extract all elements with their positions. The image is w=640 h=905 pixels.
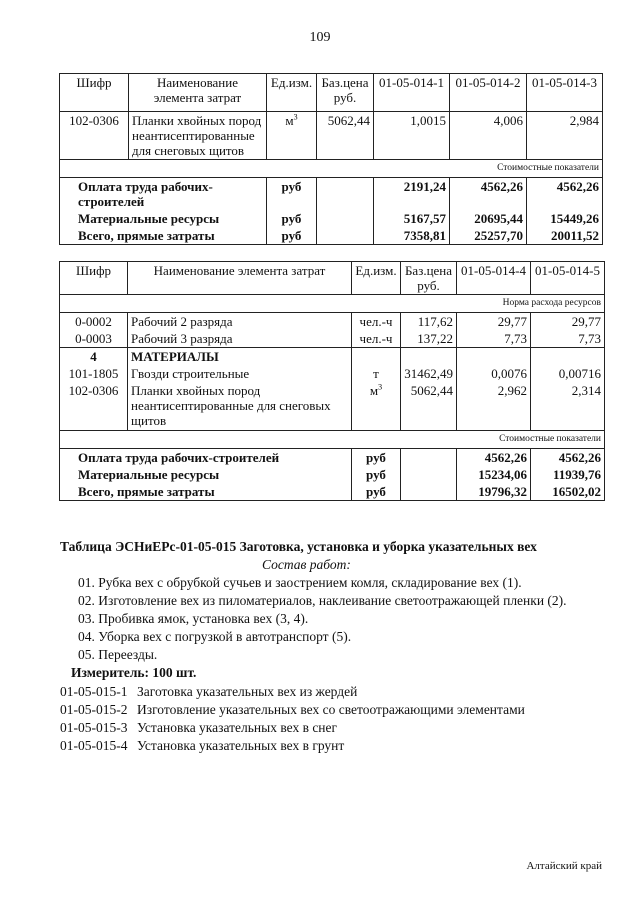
table-row (60, 382, 605, 430)
total-value-2: 11939,76 (531, 466, 605, 483)
row-value-2: 29,77 (531, 313, 605, 331)
norm-item (60, 738, 344, 754)
header-unit: Ед.изм. (267, 74, 317, 112)
total-unit: руб (352, 466, 401, 483)
total-value-2: 16502,02 (531, 483, 605, 501)
row-value-1: 0,0076 (457, 365, 531, 382)
totals-row (60, 227, 603, 245)
table-header-row (60, 74, 603, 112)
header-name: Наименование элемента затрат (129, 74, 267, 112)
total-value-1: 5167,57 (374, 210, 450, 227)
row-value-2: 2,314 (531, 382, 605, 430)
row-value-1: 2,962 (457, 382, 531, 430)
total-value-2: 4562,26 (531, 448, 605, 466)
total-value-1: 19796,32 (457, 483, 531, 501)
row-price: 137,22 (401, 330, 457, 348)
total-value-1: 7358,81 (374, 227, 450, 245)
norm-text: Установка указательных вех в грунт (137, 738, 345, 753)
norm-code: 01-05-015-3 (60, 720, 128, 735)
header-price: Баз.цена руб. (317, 74, 374, 112)
table-caption: Таблица ЭСНиЕРс-01-05-015 Заготовка, установка и уборка указательных вех (60, 539, 537, 554)
row-name: Планки хвойных пород неантисептированные для снеговых щитов (128, 382, 352, 430)
norm-item (60, 702, 525, 718)
row-code: 102-0306 (60, 382, 128, 430)
work-step: 05. Переезды. (78, 647, 158, 662)
measurement-unit: Измеритель: 100 шт. (71, 665, 197, 680)
row-code: 101-1805 (60, 365, 128, 382)
total-name: Оплата труда рабочих-строителей (60, 178, 267, 211)
cost-label-row (60, 160, 603, 178)
resource-table-1 (59, 73, 603, 245)
totals-row (60, 210, 603, 227)
norm-item (60, 684, 357, 700)
total-name: Всего, прямые затраты (60, 483, 352, 501)
row-code: 102-0306 (60, 112, 129, 160)
table-header-row (60, 262, 605, 295)
work-step: 01. Рубка вех с обрубкой сучьев и заострением комля, складирование вех (1). (78, 575, 522, 590)
norm-text: Установка указательных вех в снег (137, 720, 338, 735)
row-price: 5062,44 (401, 382, 457, 430)
row-value-2: 7,73 (531, 330, 605, 348)
materials-title: МАТЕРИАЛЫ (128, 348, 352, 366)
total-unit: руб (267, 178, 317, 211)
work-step: 03. Пробивка ямок, установка вех (3, 4). (78, 611, 309, 626)
row-code: 0-0002 (60, 313, 128, 331)
header-col-1: 01-05-014-1 (374, 74, 450, 112)
row-price: 117,62 (401, 313, 457, 331)
row-value-3: 2,984 (527, 112, 603, 160)
table-row (60, 313, 605, 331)
totals-row (60, 448, 605, 466)
norm-item (60, 720, 337, 736)
cost-label: Стоимостные показатели (60, 430, 605, 448)
total-value-1: 4562,26 (457, 448, 531, 466)
cost-label: Стоимостные показатели (60, 160, 603, 178)
total-value-3: 20011,52 (527, 227, 603, 245)
total-value-3: 4562,26 (527, 178, 603, 211)
work-composition-heading: Состав работ: (262, 557, 351, 572)
row-name: Рабочий 2 разряда (128, 313, 352, 331)
total-value-3: 15449,26 (527, 210, 603, 227)
header-code: Шифр (60, 74, 129, 112)
header-col-2: 01-05-014-2 (450, 74, 527, 112)
row-value-2: 0,00716 (531, 365, 605, 382)
total-unit: руб (267, 210, 317, 227)
materials-code: 4 (60, 348, 128, 366)
row-unit: $м^3$ (267, 112, 317, 160)
header-col-4: 01-05-014-4 (457, 262, 531, 295)
row-price: 5062,44 (317, 112, 374, 160)
row-price: 31462,49 (401, 365, 457, 382)
norm-code: 01-05-015-2 (60, 702, 128, 717)
row-unit: чел.-ч (352, 313, 401, 331)
page-number: 109 (309, 30, 331, 45)
total-value-2: 25257,70 (450, 227, 527, 245)
footer-region: Алтайский край (526, 860, 602, 872)
norm-label-row (60, 295, 605, 313)
header-col-5: 01-05-014-5 (531, 262, 605, 295)
row-value-1: 29,77 (457, 313, 531, 331)
row-unit: $м^3$ (352, 382, 401, 430)
norm-text: Изготовление указательных вех со светоотражающими элементами (137, 702, 525, 717)
row-name: Рабочий 3 разряда (128, 330, 352, 348)
total-unit: руб (352, 448, 401, 466)
resource-table-2 (59, 261, 605, 501)
total-unit: руб (267, 227, 317, 245)
norm-label: Норма расхода ресурсов (60, 295, 605, 313)
total-name: Всего, прямые затраты (60, 227, 267, 245)
header-price: Баз.цена руб. (401, 262, 457, 295)
row-unit: т (352, 365, 401, 382)
header-code: Шифр (60, 262, 128, 295)
cost-label-row (60, 430, 605, 448)
row-code: 0-0003 (60, 330, 128, 348)
work-step: 02. Изготовление вех из пиломатериалов, наклеивание светоотражающей пленки (2). (78, 593, 567, 608)
work-step: 04. Уборка вех с погрузкой в автотранспорт (5). (78, 629, 352, 644)
total-unit: руб (352, 483, 401, 501)
totals-row (60, 178, 603, 211)
row-unit: чел.-ч (352, 330, 401, 348)
row-name: Гвозди строительные (128, 365, 352, 382)
total-value-1: 15234,06 (457, 466, 531, 483)
table-row (60, 365, 605, 382)
materials-group-row (60, 348, 605, 366)
row-value-2: 4,006 (450, 112, 527, 160)
norm-code: 01-05-015-4 (60, 738, 128, 753)
norm-code: 01-05-015-1 (60, 684, 128, 699)
total-value-1: 2191,24 (374, 178, 450, 211)
total-value-2: 4562,26 (450, 178, 527, 211)
totals-row (60, 466, 605, 483)
header-col-3: 01-05-014-3 (527, 74, 603, 112)
row-value-1: 1,0015 (374, 112, 450, 160)
norm-text: Заготовка указательных вех из жердей (137, 684, 358, 699)
table-row (60, 112, 603, 160)
total-name: Материальные ресурсы (60, 210, 267, 227)
totals-row (60, 483, 605, 501)
header-name: Наименование элемента затрат (128, 262, 352, 295)
total-value-2: 20695,44 (450, 210, 527, 227)
total-name: Материальные ресурсы (60, 466, 352, 483)
total-name: Оплата труда рабочих-строителей (60, 448, 352, 466)
table-row (60, 330, 605, 348)
row-value-1: 7,73 (457, 330, 531, 348)
row-name: Планки хвойных пород неантисептированные для снеговых щитов (129, 112, 267, 160)
header-unit: Ед.изм. (352, 262, 401, 295)
